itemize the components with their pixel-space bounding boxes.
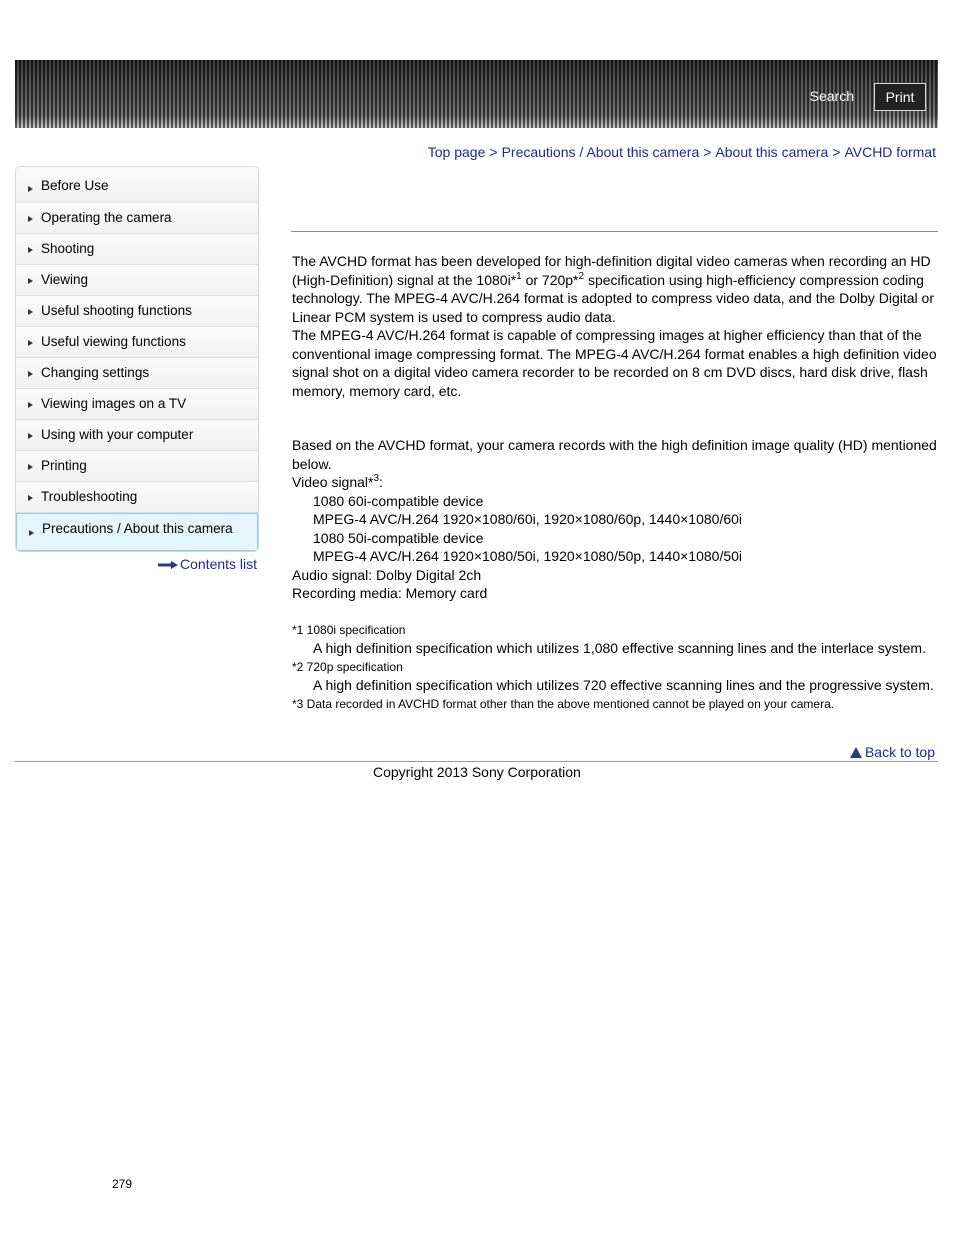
triangle-right-icon bbox=[28, 340, 33, 346]
triangle-right-icon bbox=[29, 530, 34, 536]
breadcrumb-separator: > bbox=[703, 144, 712, 160]
main-content bbox=[292, 252, 938, 713]
sidebar-item-troubleshooting[interactable]: Troubleshooting bbox=[16, 482, 258, 513]
device-50i-spec: MPEG-4 AVC/H.264 1920×1080/50i, 1920×1080/50p, 1440×1080/50i bbox=[313, 548, 743, 564]
footnote-3: *3 Data recorded in AVCHD format other than the above mentioned cannot be played on your camera. bbox=[292, 696, 835, 711]
arrow-right-icon bbox=[158, 561, 178, 569]
breadcrumb-avchd-format[interactable]: AVCHD format bbox=[844, 144, 936, 160]
footnote-2-title: *2 720p specification bbox=[292, 659, 403, 674]
triangle-right-icon bbox=[28, 402, 33, 408]
contents-list-link[interactable] bbox=[158, 556, 257, 572]
copyright: Copyright 2013 Sony Corporation bbox=[373, 764, 581, 780]
device-60i: 1080 60i-compatible device bbox=[313, 492, 484, 509]
triangle-right-icon bbox=[28, 247, 33, 253]
recording-media: Recording media: Memory card bbox=[292, 585, 488, 601]
print-button[interactable]: Print bbox=[874, 83, 926, 111]
intro-paragraph-2: The MPEG-4 AVC/H.264 format is capable of compressing images at higher efficiency than that of the conventional image compressing format. The MPEG-4 AVC/H.264 format enables a high definition video signal shot on a digital video camera recorder to be recorded on 8 cm DVD discs, hard disk drive, flash memory, memory card, etc. bbox=[292, 327, 937, 399]
footnote-2-text: A high definition specification which utilizes 720 effective scanning lines and the progressive system. bbox=[313, 677, 934, 693]
triangle-right-icon bbox=[28, 216, 33, 222]
audio-signal: Audio signal: Dolby Digital 2ch bbox=[292, 566, 482, 583]
breadcrumb-precautions[interactable]: Precautions / About this camera bbox=[501, 144, 700, 160]
triangle-right-icon bbox=[28, 433, 33, 439]
sidebar-item-useful-shooting-functions[interactable]: Useful shooting functions bbox=[16, 296, 258, 327]
triangle-right-icon bbox=[28, 464, 33, 470]
breadcrumb-separator: > bbox=[832, 144, 841, 160]
search-button[interactable]: Search bbox=[809, 88, 854, 104]
footnote-1-text: A high definition specification which utilizes 1,080 effective scanning lines and the interlace system. bbox=[313, 640, 926, 656]
sidebar-item-operating-the-camera[interactable]: Operating the camera bbox=[16, 203, 258, 234]
breadcrumb-about-this-camera[interactable]: About this camera bbox=[715, 144, 829, 160]
breadcrumb bbox=[428, 144, 936, 160]
records-paragraph: Based on the AVCHD format, your camera records with the high definition image quality (HD) mentioned below. bbox=[292, 437, 937, 472]
contents-list-label: Contents list bbox=[180, 556, 258, 572]
triangle-up-icon bbox=[850, 747, 862, 758]
sidebar-item-using-with-your-computer[interactable]: Using with your computer bbox=[16, 420, 258, 451]
back-to-top-link[interactable] bbox=[850, 744, 935, 760]
triangle-right-icon bbox=[28, 309, 33, 315]
intro-paragraph-1: The AVCHD format has been developed for high-definition digital video cameras when recording an HD (High-Definition) signal at the 1080i*$^1$ or 720p*$^2$ specification using high-efficiency compression coding technology. The MPEG-4 AVC/H.264 format is adopted to compress video data, and the Dolby Digital or Linear PCM system is used to compress audio data. bbox=[292, 253, 935, 325]
footer-divider bbox=[15, 761, 938, 762]
triangle-right-icon bbox=[28, 371, 33, 377]
video-signal-line: Video signal*$^3$: bbox=[292, 473, 383, 490]
back-to-top-label: Back to top bbox=[864, 744, 935, 760]
sidebar-item-precautions[interactable]: Precautions / About this camera bbox=[16, 513, 258, 551]
triangle-right-icon bbox=[28, 495, 33, 501]
sidebar-item-viewing[interactable]: Viewing bbox=[16, 265, 258, 296]
triangle-right-icon bbox=[28, 278, 33, 284]
sidebar-item-useful-viewing-functions[interactable]: Useful viewing functions bbox=[16, 327, 258, 358]
page-number: 279 bbox=[112, 1177, 133, 1191]
sidebar-nav bbox=[15, 166, 259, 552]
device-60i-spec: MPEG-4 AVC/H.264 1920×1080/60i, 1920×1080/60p, 1440×1080/60i bbox=[313, 511, 743, 527]
sidebar-item-before-use[interactable]: Before Use bbox=[16, 167, 258, 203]
sidebar-item-shooting[interactable]: Shooting bbox=[16, 234, 258, 265]
breadcrumb-separator: > bbox=[489, 144, 498, 160]
sidebar-item-changing-settings[interactable]: Changing settings bbox=[16, 358, 258, 389]
sidebar-item-viewing-images-on-a-tv[interactable]: Viewing images on a TV bbox=[16, 389, 258, 420]
device-50i: 1080 50i-compatible device bbox=[313, 529, 484, 546]
footnote-1-title: *1 1080i specification bbox=[292, 622, 406, 637]
title-divider bbox=[291, 231, 938, 232]
sidebar-item-printing[interactable]: Printing bbox=[16, 451, 258, 482]
header-bar bbox=[15, 60, 938, 128]
triangle-right-icon bbox=[28, 186, 33, 192]
breadcrumb-top-page[interactable]: Top page bbox=[427, 144, 486, 160]
